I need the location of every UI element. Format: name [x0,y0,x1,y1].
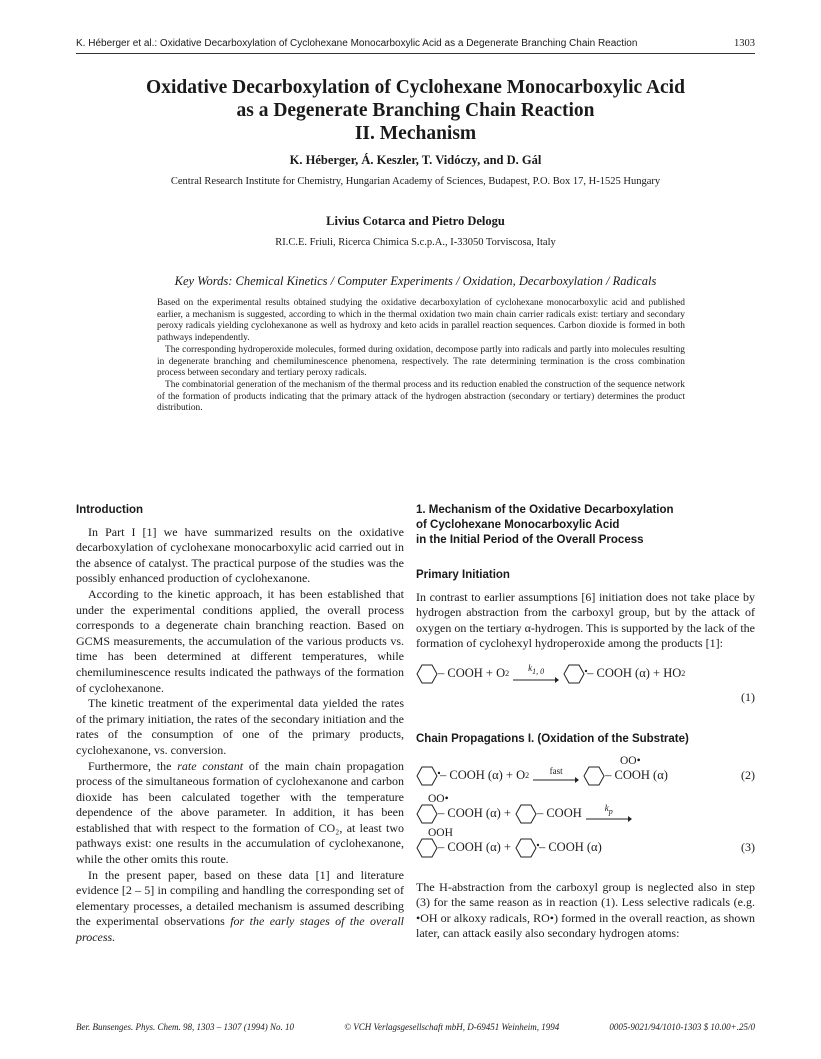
abstract-paragraph: Based on the experimental results obtained studying the oxidative decarboxylation of cyclohexane monocarboxylic acid and published earlier, a mechanism is suggested, according to which in the thermal oxidation two main chain carrier radicals exist: tertiary and secondary peroxy radicals yielding cyclohexanone as well as hydroxy and keto acids in parallel reaction sequences. Carbon dioxide is formed in both pathways independently. [157,298,685,344]
eq3-right-a: – COOH (α) + [438,839,511,854]
title-line: Oxidative Decarboxylation of Cyclohexane Monocarboxylic Acid [146,77,685,98]
reaction-arrow [533,767,579,784]
page-footer [76,1022,755,1032]
eq3-left: – COOH (α) + [438,805,511,820]
cyclohexyl-radical-icon [416,766,440,786]
cyclohexane-ring-icon [416,804,438,824]
k-sub: 1, 0 [532,666,545,676]
equation-number: (2) [741,767,755,782]
fast-label: fast [549,766,563,777]
reaction-arrow [586,804,632,824]
abstract-paragraph: The combinatorial generation of the mechanism of the thermal process and its reduction enabled the construction of the sequence network of the formation of products indicating that the primary attack of the hydrogen abstraction (secondary or tertiary) determines the product distribution. [157,379,685,414]
footer-code: 0005-9021/94/1010-1303 $ 10.00+.25/0 [609,1022,755,1032]
abstract [157,298,685,415]
page-number: 1303 [734,38,755,49]
k-sub: p [608,806,613,816]
intro-paragraph-2: According to the kinetic approach, it has been established that under the experimental conditions applied, the overall process corresponds to a degenerate chain branching reaction. Based on GCMS measurements, the accumulation of the various products vs. time has been determined at different temperatures, while chemiluminescence results indicated the pathways of the formation of cyclohexanone. [76,586,404,695]
text-run: of the main chain propagation process of the simultaneous formation of cyclohexanone and carbon dioxide has been calculated together with the temperature dependence of the above parameter. In addition, it has been established that with respect to the formation of CO₂, at least two pathways exist: one results in the accumulation of cyclohexanone, while the other omits this route. [76,758,404,867]
k-label: k [528,663,533,674]
cyclohexyl-radical-icon [563,664,587,684]
eq1-left: – COOH + O [438,666,506,681]
running-header [76,38,755,54]
section-heading [416,503,755,548]
equation-3 [416,794,755,858]
footer-citation: Ber. Bunsenges. Phys. Chem. 98, 1303 – 1307 (1994) No. 10 [76,1022,294,1032]
eq1-right-sub: 2 [681,669,686,679]
eq2-left: – COOH (α) + O [440,767,526,782]
equation-1 [416,663,755,704]
section-heading-line: in the Initial Period of the Overall Process [416,534,644,546]
primary-initiation-text: In contrast to earlier assumptions [6] initiation does not take place by hydrogen abstraction from the carboxyl group, but by the attack of oxygen on the tertiary α-hydrogen. This is supported by the lack of the formation of cyclohexyl hydroperoxide among the products [1]: [416,589,755,651]
emphasis: for the early stages of the overall process. [76,914,404,945]
article-title [76,76,755,145]
equation-number: (1) [741,689,755,704]
eq2-right: – COOH (α) [605,767,668,782]
title-line: as a Degenerate Branching Chain Reaction [236,100,595,121]
text-run: Furthermore, the [88,758,178,773]
right-column [416,503,755,942]
affiliation-2: RI.C.E. Friuli, Ricerca Chimica S.c.p.A., I-33050 Torviscosa, Italy [275,237,556,248]
hydroperoxide-label: OOH [428,826,453,839]
eq3-mid: – COOH [536,805,582,820]
primary-initiation-heading: Primary Initiation [416,569,510,581]
eq1-right: – COOH (α) + HO [587,666,682,681]
cyclohexane-ring-icon [416,838,438,858]
affiliation-1: Central Research Institute for Chemistry, Hungarian Academy of Sciences, Budapest, P.O. Box 17, H-1525 Hungary [170,176,661,187]
peroxy-label: OO• [428,792,449,805]
title-line: II. Mechanism [354,123,477,144]
introduction-heading: Introduction [76,504,144,516]
section-heading-line: of Cyclohexane Monocarboxylic Acid [416,519,620,531]
abstract-paragraph: The corresponding hydroperoxide molecules, formed during oxidation, decompose partly into radicals and partly into molecules resulting in degenerate branching and chemiluminescence phenomena, respectively. The rate determining termination is the cross combination process between secondary and tertiary peroxy radicals. [157,344,685,379]
authors-group-2: Livius Cotarca and Pietro Delogu [326,214,505,228]
eq2-left-sub: 2 [525,770,530,780]
cyclohexyl-radical-icon [515,838,539,858]
emphasis: rate constant [177,758,244,773]
after-equation-text: The H-abstraction from the carboxyl group is neglected also in step (3) for the same reason as in reaction (1). Less selective radicals (e.g. •OH or alkoxy radicals, RO•) formed in the overall reaction, as shown later, can attack easily also secondary hydrogen atoms: [416,879,755,941]
keywords: Key Words: Chemical Kinetics / Computer Experiments / Oxidation, Decarboxylation / Radicals [174,274,657,288]
left-column [76,503,404,946]
k-label: k [604,802,609,813]
footer-publisher: © VCH Verlagsgesellschaft mbH, D-69451 Weinheim, 1994 [344,1022,560,1032]
equation-2 [416,756,755,790]
eq3-right-b: – COOH (α) [538,839,602,854]
cyclohexane-ring-icon [583,766,605,786]
peroxy-label: OO• [620,754,641,767]
authors-group-1: K. Héberger, Á. Keszler, T. Vidóczy, and D. Gál [289,153,542,167]
equation-number: (3) [741,839,755,854]
chain-propagations-heading: Chain Propagations I. (Oxidation of the Substrate) [416,732,689,745]
section-heading-line: 1. Mechanism of the Oxidative Decarboxylation [416,504,674,516]
cyclohexane-ring-icon [416,664,438,684]
intro-paragraph-5 [76,868,404,946]
intro-paragraph-1: In Part I [1] we have summarized results on the oxidative decarboxylation of cyclohexane monocarboxylic acid carried out in the absence of catalyst. The practical purpose of the studies was the possibly enhanced production of cyclohexanone. [76,524,404,586]
eq1-left-sub: 2 [505,669,510,679]
reaction-arrow [513,664,559,684]
cyclohexane-ring-icon [515,804,537,824]
running-title: K. Héberger et al.: Oxidative Decarboxylation of Cyclohexane Monocarboxylic Acid as a Degenerate Branching Chain Reaction [76,38,638,49]
intro-paragraph-4 [76,759,404,868]
intro-paragraph-3: The kinetic treatment of the experimental data yielded the rates of the primary initiation, the rates of the secondary initiation and the rates of the consumption of one of the primary products, cyclohexanone, vs. conversion. [76,696,404,757]
text-run: In the present paper, based on these data [1] and literature evidence [2 – 5] in compiling and handling the corresponding set of elementary processes, a detailed mechanism is assumed describing the experimental observations [76,867,404,929]
